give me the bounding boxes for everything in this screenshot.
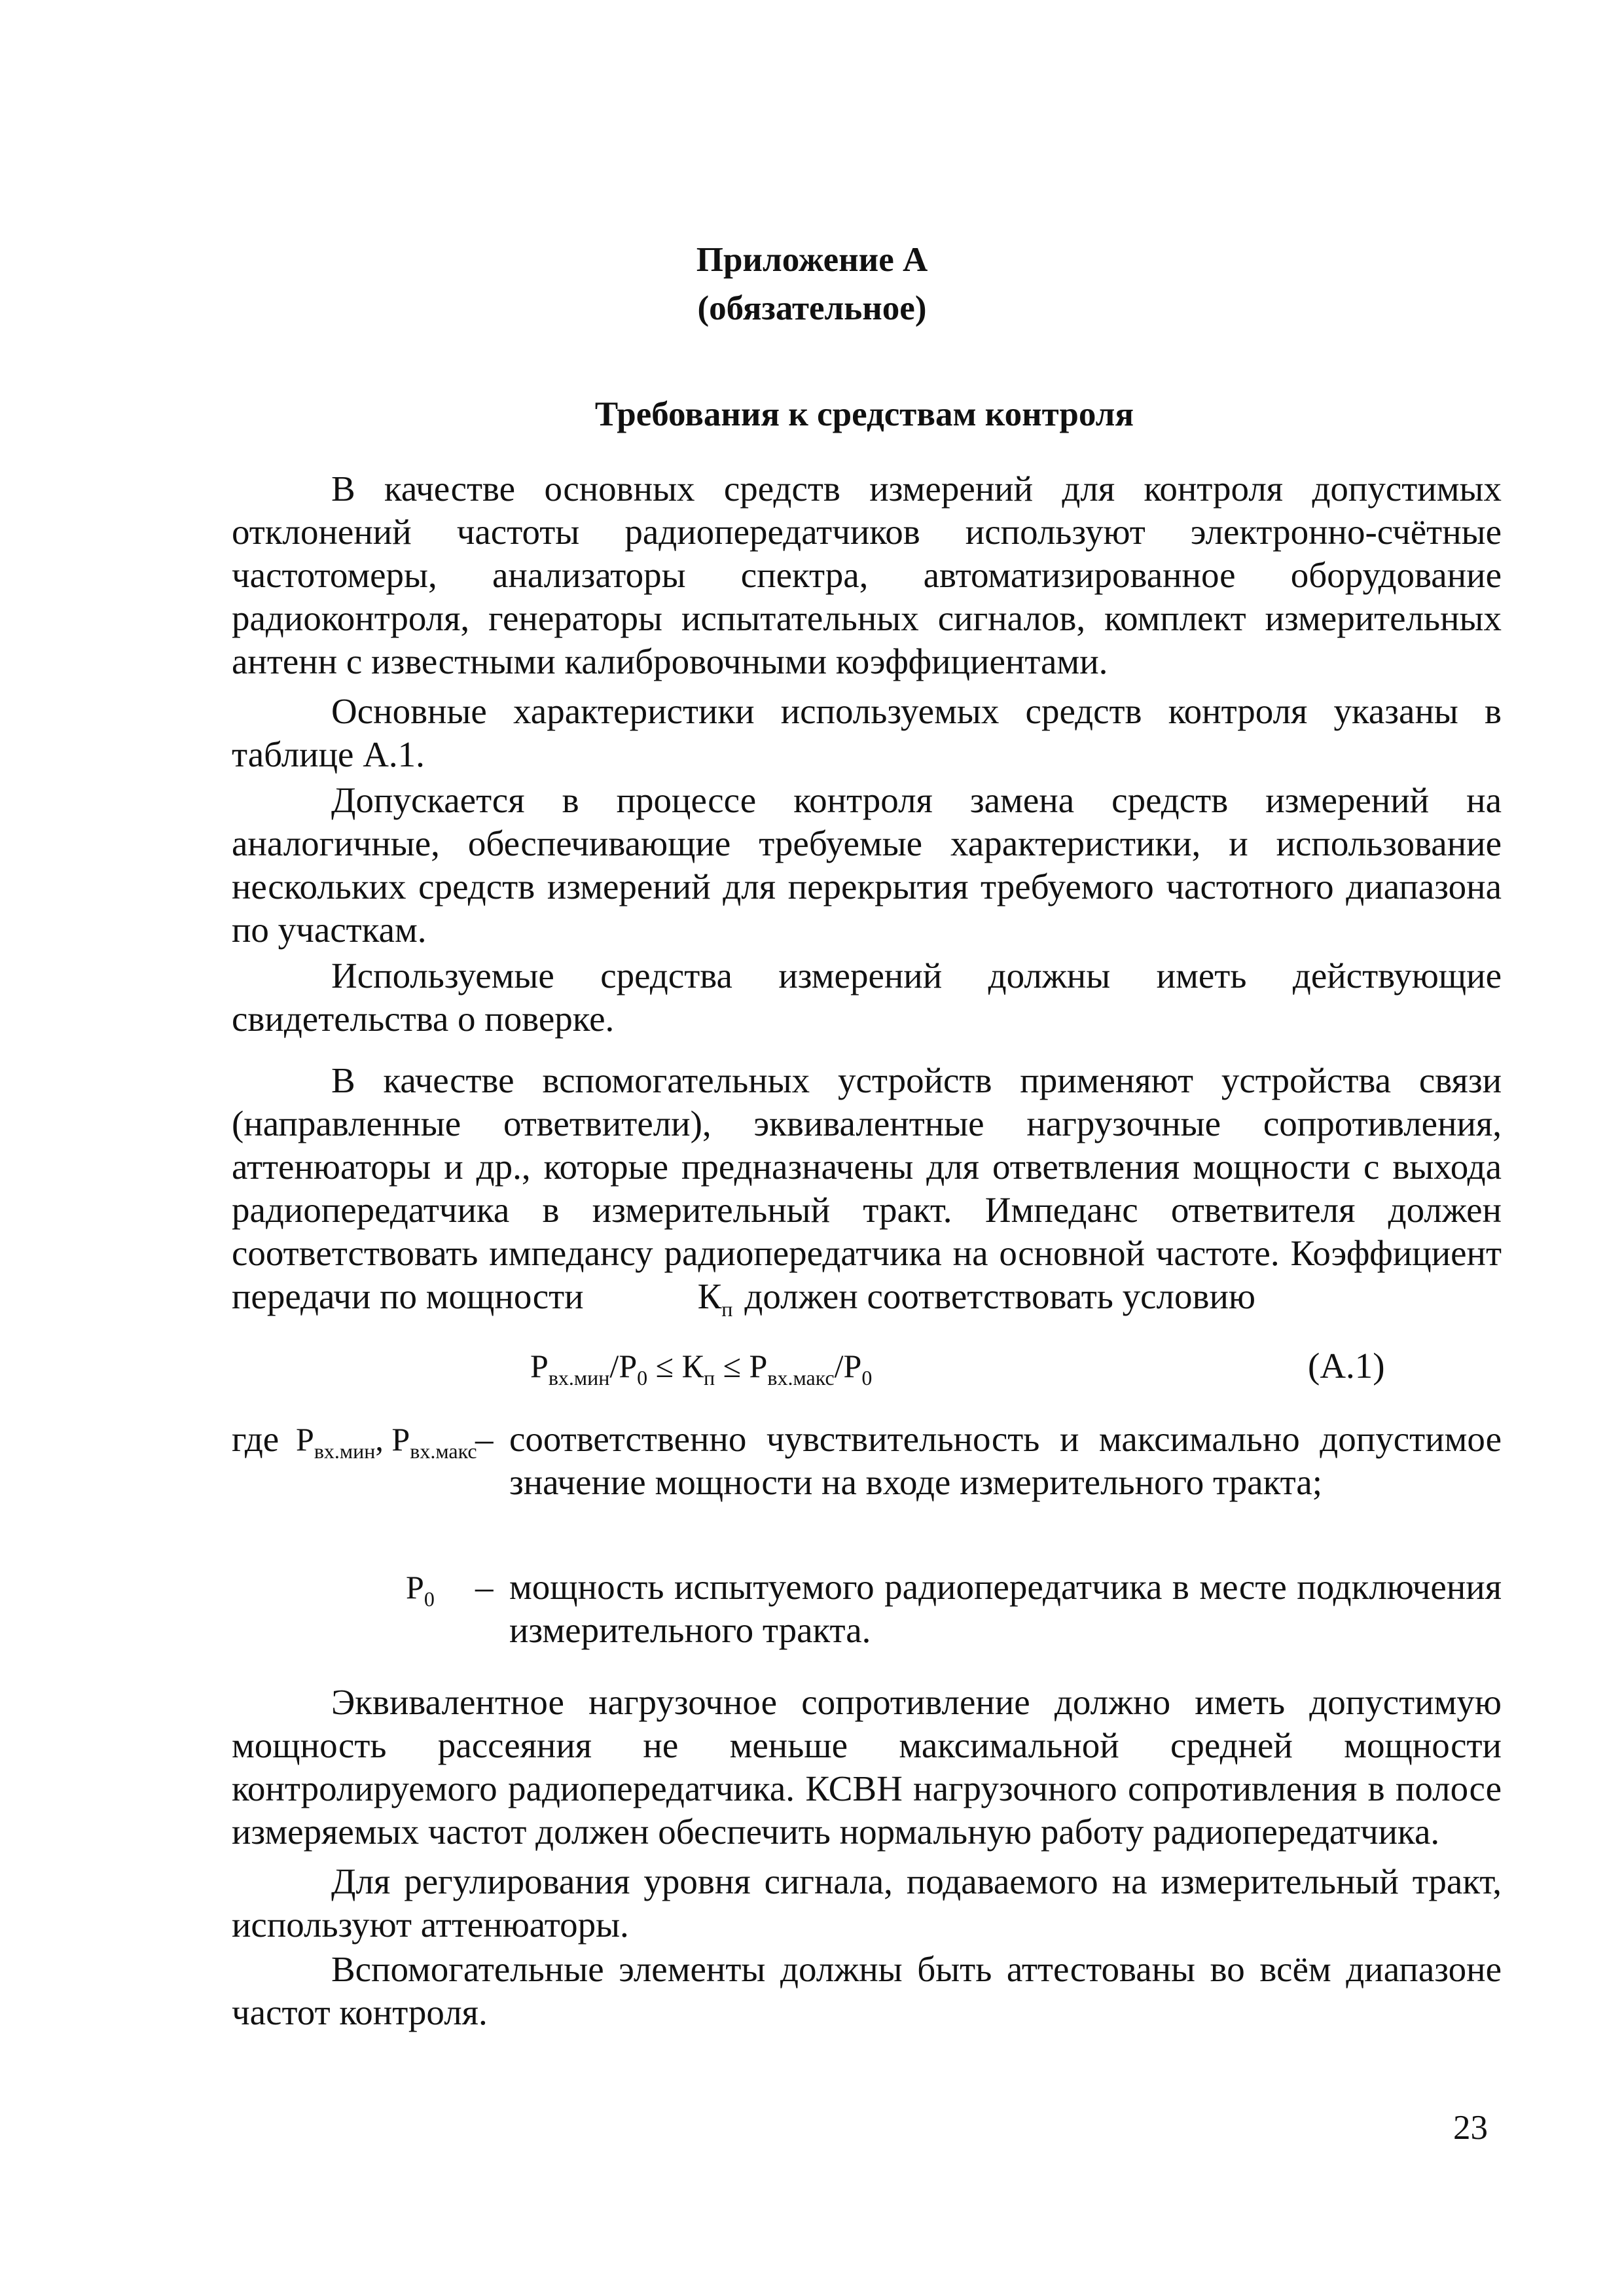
paragraph-certification: Вспомогательные элементы должны быть аттестованы во всём диапазоне частот контроля. [232,1949,1502,2032]
paragraph-auxiliary-devices [232,1059,1502,1321]
definition-symbols-pmin-pmax: $Р_{вх.мин}$, $Р_{вх.макс}$ [296,1421,477,1463]
kp-symbol: $К_п$ [697,1276,733,1321]
definition-dash: – [475,1567,494,1607]
auxiliary-devices-text: В качестве вспомогательных устройств применяют устройства связи (направленные ответвители), эквивалентные нагрузочные сопротивления, аттенюаторы и др., которые предназначены для ответвления мощности с выхода радиопередатчика в измерительный тракт. Импеданс ответвителя должен соответствовать импедансу радиопередатчика на основной частоте. [232,1060,1502,1273]
formula-a1: $Р_{вх.мин}/Р_0 \le К_п \le Р_{вх.макс}/Р_0$ [530,1348,873,1390]
paragraph-replacement-allowed: Допускается в процессе контроля замена средств измерений на аналогичные, обеспечивающие требуемые характеристики, и использование нескольких средств измерений для перекрытия требуемого частотного диапазона по участкам. [232,780,1502,950]
formula-number: (А.1) [1308,1346,1385,1386]
condition-text: должен соответствовать условию [744,1276,1255,1316]
appendix-title: Приложение А [696,241,928,279]
definition-symbol-p0: $Р_0$ [406,1569,435,1611]
where-label: где [232,1419,280,1459]
paragraph-characteristics-reference: Основные характеристики используемых средств контроля указаны в таблице А.1. [232,691,1502,774]
paragraph-load-resistance: Эквивалентное нагрузочное сопротивление должно иметь допустимую мощность рассеяния не меньше максимальной средней мощности контролируемого радиопередатчика. КСВН нагрузочного сопротивления в полосе измеряемых частот должен обеспечить нормальную работу радиопередатчика. [232,1682,1502,1852]
paragraph-measuring-instruments: В качестве основных средств измерений для контроля допустимых отклонений частоты радиопередатчиков используют электронно-счётные частотомеры, анализаторы спектра, автоматизированное оборудование радиоконтроля, генераторы испытательных сигналов, комплект измерительных антенн с известными калибровочными коэффициентами. [232,469,1502,681]
appendix-status: (обязательное) [697,289,927,327]
section-title: Требования к средствам контроля [594,395,1134,433]
paragraph-attenuators: Для регулирования уровня сигнала, подаваемого на измерительный тракт, используют аттенюаторы. [232,1861,1502,1945]
page-number: 23 [1453,2109,1488,2147]
definition-pmin-pmax: соответственно чувствительность и максимально допустимое значение мощности на входе измерительного тракта; [509,1419,1502,1502]
transfer-coefficient-text: Коэффициент передачи по мощности [232,1233,1502,1316]
paragraph-verification: Используемые средства измерений должны иметь действующие свидетельства о поверке. [232,956,1502,1039]
definition-p0: мощность испытуемого радиопередатчика в месте подключения измерительного тракта. [509,1567,1502,1650]
definition-dash: – [475,1419,494,1459]
